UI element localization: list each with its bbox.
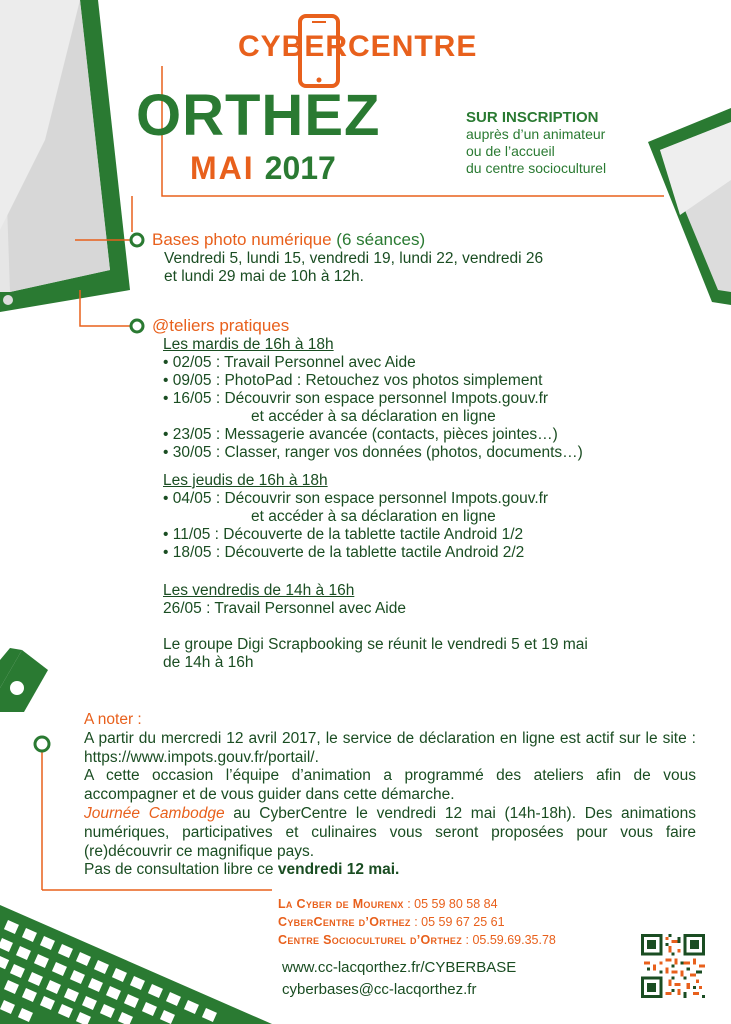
city-title: ORTHEZ [136,83,381,148]
note-section [84,711,696,880]
contact-phone: : 05.59.69.35.78 [462,933,556,947]
registration-line: ou de l’accueil [466,143,555,159]
registration-line: du centre socioculturel [466,160,607,176]
website-link[interactable]: www.cc-lacqorthez.fr/CYBERBASE [282,959,517,976]
list-item: • 11/05 : Découverte de la tablette tactile Android 1/2 [163,526,524,543]
photo-dates-line: Vendredi 5, lundi 15, vendredi 19, lundi 22, vendredi 26 [164,250,544,267]
note-paragraph: A partir du mercredi 12 avril 2017, le service de déclaration en ligne est actif sur le site : https://www.impots.gouv.fr/portail/. [84,729,696,766]
note-paragraph: A cette occasion l’équipe d’animation a programmé des ateliers afin de vous accompagner et de vous guider dans cette démarche. [84,767,696,804]
list-item-continuation: et accéder à sa déclaration en ligne [251,408,496,425]
ateliers-section [152,316,712,672]
contact-name: CyberCentre d’Orthez [278,915,411,929]
brand-title: CYBERCENTRE [238,30,478,63]
photo-dates-line: et lundi 29 mai de 10h à 12h. [164,268,364,285]
registration-block [466,109,606,177]
event-description: au CyberCentre le vendredi 12 mai (14h-18h). Des animations numériques, participatives et culinaires vous seront proposées pour vous faire (re)découvrir ce magnifique pays. [84,804,696,860]
photo-title-text: Bases photo numérique [152,230,332,249]
contact-row [278,895,556,913]
qr-code [641,934,705,998]
list-item: • 16/05 : Découvrir son espace personnel Impots.gouv.fr [163,390,549,407]
contact-phone: : 05 59 80 58 84 [403,897,498,911]
tablet-right-illustration [648,108,731,305]
closure-date: vendredi 12 mai. [277,861,400,879]
list-item: • 18/05 : Découverte de la tablette tactile Android 2/2 [163,544,525,561]
timeline-bullets [35,234,143,751]
photo-section [152,230,543,286]
month-year [190,150,336,187]
registration-title: SUR INSCRIPTION [466,109,599,126]
note-paragraph [84,805,696,861]
ateliers-body [152,336,712,672]
tablet-left-illustration [0,0,130,312]
thursdays-heading: Les jeudis de 16h à 18h [163,472,328,489]
note-paragraph [84,861,696,880]
photo-session-count: (6 séances) [336,230,426,249]
note-heading: A noter : [84,711,142,728]
usb-key-illustration [0,648,48,712]
list-item: • 30/05 : Classer, ranger vos données (photos, documents…) [163,444,583,461]
photo-dates [152,250,543,286]
photo-section-title [152,230,543,250]
list-item-continuation: et accéder à sa déclaration en ligne [251,508,496,525]
month-label: MAI [190,150,255,186]
ateliers-title: @teliers pratiques [152,316,290,335]
contact-row [278,931,556,949]
tuesdays-heading: Les mardis de 16h à 18h [163,336,334,353]
list-item: 26/05 : Travail Personnel avec Aide [163,600,406,617]
contacts-list [278,895,556,949]
list-item: • 09/05 : PhotoPad : Retouchez vos photos simplement [163,372,543,389]
keyboard-illustration [0,905,272,1024]
contact-name: La Cyber de Mourenx [278,897,404,911]
list-item: • 04/05 : Découvrir son espace personnel Impots.gouv.fr [163,490,549,507]
contact-row [278,913,556,931]
fridays-heading: Les vendredis de 14h à 16h [163,582,355,599]
list-item: • 23/05 : Messagerie avancée (contacts, pièces jointes…) [163,426,558,443]
year-label: 2017 [264,150,336,186]
scrapbooking-line: Le groupe Digi Scrapbooking se réunit le vendredi 5 et 19 mai [163,636,588,653]
contact-name: Centre Socioculturel d’Orthez [278,933,463,947]
contact-phone: : 05 59 67 25 61 [410,915,505,929]
scrapbooking-line: de 14h à 16h [163,654,254,671]
web-links [282,957,516,1001]
registration-line: auprès d’un animateur [466,126,606,142]
list-item: • 02/05 : Travail Personnel avec Aide [163,354,416,371]
email-link[interactable]: cyberbases@cc-lacqorthez.fr [282,981,477,998]
event-name: Journée Cambodge [84,804,225,822]
closure-text: Pas de consultation libre ce [84,861,278,879]
scrapbooking-note [163,636,712,672]
